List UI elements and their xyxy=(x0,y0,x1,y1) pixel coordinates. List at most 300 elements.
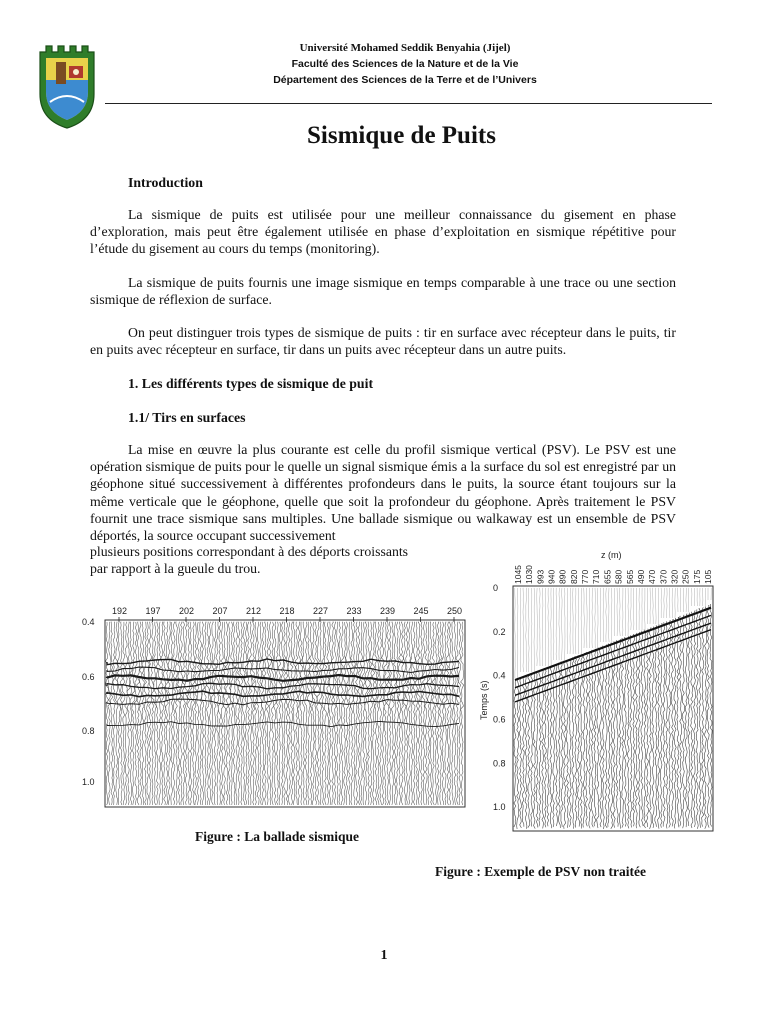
seismic-trace xyxy=(149,622,152,805)
seismic-trace xyxy=(274,622,276,805)
psv-trace xyxy=(674,618,676,828)
trace-number-label: 227 xyxy=(313,606,329,616)
psv-time-label: 1.0 xyxy=(493,802,506,813)
psv-trace xyxy=(655,626,657,827)
psv-time-label: 0.8 xyxy=(493,758,506,769)
seismic-trace xyxy=(247,622,250,805)
seismic-trace xyxy=(317,622,320,805)
first-arrival-wavefront xyxy=(515,608,711,680)
seismic-trace xyxy=(271,622,274,805)
seismic-trace xyxy=(281,622,284,805)
psv-quiet-trace xyxy=(592,588,593,648)
seismic-trace xyxy=(427,622,430,805)
psv-quiet-trace xyxy=(565,588,566,660)
seismic-trace xyxy=(379,622,382,805)
seismic-trace xyxy=(266,622,269,805)
seismic-trace xyxy=(406,622,409,805)
intro-paragraph-3-text: On peut distinguer trois types de sismique de puits : tir en surface avec récepteur dans le puits, tir en puits avec récepteur en surface, tir dans un puits avec récepteur dans un autre puits. xyxy=(90,325,676,358)
seismic-trace xyxy=(144,622,147,805)
seismic-trace xyxy=(228,622,231,805)
seismic-trace xyxy=(437,622,440,805)
psv-quiet-trace xyxy=(614,588,615,636)
psv-quiet-trace xyxy=(653,588,654,624)
psv-trace xyxy=(605,645,607,828)
seismic-trace xyxy=(452,622,455,805)
seismic-trace xyxy=(312,622,315,805)
psv-trace xyxy=(710,605,712,827)
section-1-1-paragraph xyxy=(90,441,676,544)
seismic-trace xyxy=(458,622,461,805)
seismic-trace xyxy=(259,622,262,805)
psv-quiet-trace xyxy=(620,588,621,636)
depth-label: 770 xyxy=(580,569,591,584)
seismic-trace xyxy=(432,622,435,805)
psv-trace xyxy=(558,663,560,828)
seismic-trace xyxy=(293,622,296,805)
trace-number-label: 192 xyxy=(112,606,128,616)
psv-quiet-trace xyxy=(556,588,557,660)
seismic-trace xyxy=(187,622,190,805)
psv-trace xyxy=(575,657,577,828)
seismic-trace xyxy=(117,622,120,805)
depth-label: 580 xyxy=(613,569,624,584)
seismic-trace xyxy=(197,622,200,805)
psv-trace xyxy=(666,622,668,829)
psv-trace xyxy=(699,609,701,828)
psv-trace xyxy=(547,667,549,826)
seismic-trace xyxy=(442,622,445,805)
trace-number-label: 202 xyxy=(179,606,195,616)
seismic-trace xyxy=(410,622,412,805)
psv-quiet-trace xyxy=(534,588,535,672)
time-label: 1.0 xyxy=(82,777,95,787)
seismic-trace xyxy=(137,622,140,805)
faculty-name: Faculté des Sciences de la Nature et de la Vie xyxy=(291,58,519,70)
seismic-trace xyxy=(218,622,221,805)
trace-number-label: 207 xyxy=(212,606,228,616)
intro-paragraph-1 xyxy=(90,206,676,258)
psv-quiet-trace xyxy=(686,588,687,612)
seismic-trace xyxy=(302,622,305,805)
seismic-trace xyxy=(418,622,421,805)
seismic-trace xyxy=(154,622,157,805)
psv-trace xyxy=(624,638,626,827)
psv-quiet-trace xyxy=(667,588,668,618)
psv-trace xyxy=(622,639,624,828)
trace-number-label: 245 xyxy=(413,606,429,616)
seismic-trace xyxy=(422,622,425,805)
psv-quiet-trace xyxy=(600,588,601,642)
trace-number-label: 212 xyxy=(246,606,262,616)
seismic-trace xyxy=(276,622,278,805)
psv-quiet-trace xyxy=(551,588,552,666)
seismic-trace xyxy=(384,622,387,805)
seismic-trace xyxy=(425,622,428,805)
psv-trace xyxy=(564,661,566,829)
seismic-trace xyxy=(125,622,128,805)
psv-time-label: 0 xyxy=(493,583,499,593)
psv-quiet-trace xyxy=(598,588,599,648)
seismic-trace xyxy=(327,622,330,805)
depth-label: 1045 xyxy=(513,565,523,584)
trace-number-label: 250 xyxy=(447,606,463,616)
psv-quiet-trace xyxy=(545,588,546,666)
seismic-trace xyxy=(202,622,205,805)
psv-trace xyxy=(555,664,557,826)
seismic-trace xyxy=(204,622,207,805)
depth-label: 175 xyxy=(691,569,702,584)
seismic-trace xyxy=(212,622,215,805)
seismic-trace xyxy=(348,622,351,805)
seismic-trace xyxy=(192,622,195,805)
section-1-1-paragraph-tail-2: par rapport à la gueule du trou. xyxy=(90,561,261,576)
psv-quiet-trace xyxy=(606,588,607,642)
psv-trace xyxy=(586,652,588,826)
psv-trace xyxy=(649,628,651,829)
depth-label: 890 xyxy=(557,569,568,584)
psv-trace xyxy=(652,627,654,828)
seismic-trace xyxy=(122,622,125,805)
psv-trace xyxy=(578,656,580,827)
psv-trace xyxy=(589,651,591,828)
intro-paragraph-2-text: La sismique de puits fournis une image sismique en temps comparable à une trace ou une section sismique de réflexion de surface. xyxy=(90,275,676,308)
psv-trace xyxy=(680,616,682,826)
psv-quiet-trace xyxy=(622,588,623,636)
psv-trace xyxy=(669,621,671,828)
page-title: Sismique de Puits xyxy=(307,122,496,149)
intro-paragraph-1-text: La sismique de puits est utilisée pour une meilleur connaissance du gisement en phase d’exploration, mais peut être également utilisée en phase d’exploitation en sismique répétitive pour l’étude du gisement au cours du temps (monitoring). xyxy=(90,207,676,257)
seismic-trace xyxy=(230,622,233,805)
seismic-trace xyxy=(322,622,325,805)
psv-trace xyxy=(688,613,690,826)
seismic-trace xyxy=(290,622,293,805)
seismic-trace xyxy=(358,622,361,805)
seismic-trace xyxy=(261,622,264,805)
seismic-trace xyxy=(151,622,154,805)
seismic-trace xyxy=(113,622,116,805)
seismic-trace xyxy=(331,622,334,805)
seismic-trace xyxy=(398,622,401,805)
psv-quiet-trace xyxy=(526,588,527,672)
time-label: 0.4 xyxy=(82,617,95,627)
psv-trace xyxy=(660,624,662,828)
seismic-trace xyxy=(336,622,339,805)
seismic-trace xyxy=(338,622,341,805)
psv-trace xyxy=(702,608,704,827)
psv-quiet-trace xyxy=(589,588,590,648)
university-logo xyxy=(36,42,98,130)
seismic-trace xyxy=(180,622,183,805)
seismic-trace xyxy=(295,622,298,805)
psv-trace xyxy=(704,607,706,829)
seismic-trace xyxy=(298,622,301,805)
seismic-trace xyxy=(444,622,447,805)
seismic-trace xyxy=(413,622,416,805)
psv-figure-caption: Figure : Exemple de PSV non traitée xyxy=(435,864,646,879)
introduction-heading: Introduction xyxy=(128,175,203,190)
time-label: 0.8 xyxy=(82,726,95,736)
seismic-trace xyxy=(199,622,202,805)
psv-quiet-trace xyxy=(548,588,549,666)
seismic-trace xyxy=(408,622,411,805)
seismic-trace xyxy=(319,622,322,805)
psv-trace xyxy=(580,655,582,829)
psv-trace xyxy=(677,617,679,827)
seismic-trace xyxy=(456,622,459,805)
psv-quiet-trace xyxy=(531,588,532,672)
seismic-trace xyxy=(446,622,449,805)
psv-trace xyxy=(691,612,693,828)
seismic-trace xyxy=(329,622,332,805)
seismic-trace xyxy=(393,622,396,805)
seismic-trace xyxy=(346,622,349,805)
psv-trace xyxy=(693,611,695,827)
seismic-trace xyxy=(194,622,197,805)
seismic-trace xyxy=(147,622,150,805)
seismic-trace xyxy=(278,622,281,805)
psv-trace xyxy=(569,659,571,827)
university-name: Université Mohamed Seddik Benyahia (Jijel) xyxy=(299,42,511,54)
seismic-trace xyxy=(386,622,389,805)
psv-trace xyxy=(646,629,648,827)
seismic-trace xyxy=(415,622,418,805)
seismic-trace xyxy=(106,622,109,805)
psv-trace xyxy=(641,631,643,826)
psv-trace xyxy=(671,619,673,826)
psv-trace xyxy=(591,650,593,827)
seismic-trace xyxy=(115,622,118,805)
psv-quiet-trace xyxy=(584,588,585,648)
psv-quiet-trace xyxy=(661,588,662,618)
seismic-trace xyxy=(163,622,166,805)
psv-trace xyxy=(544,668,546,827)
seismic-trace xyxy=(132,622,135,805)
psv-quiet-trace xyxy=(595,588,596,648)
section-1-1-paragraph-tail-1: plusieurs positions correspondant à des déports croissants xyxy=(90,544,409,559)
seismic-trace xyxy=(369,622,372,805)
psv-quiet-trace xyxy=(542,588,543,666)
seismic-trace xyxy=(190,622,193,805)
psv-trace xyxy=(663,623,665,827)
psv-trace xyxy=(696,610,698,829)
ballade-sismique-figure xyxy=(80,600,472,812)
seismic-trace xyxy=(420,622,422,805)
trace-number-label: 218 xyxy=(279,606,295,616)
intro-paragraph-2 xyxy=(90,274,676,308)
seismic-trace xyxy=(401,622,404,805)
seismic-trace xyxy=(353,622,356,805)
seismic-trace xyxy=(221,622,224,805)
depth-label: 370 xyxy=(658,569,669,584)
seismic-trace xyxy=(314,622,317,805)
seismic-trace xyxy=(175,622,178,805)
psv-trace xyxy=(597,648,599,828)
psv-trace xyxy=(536,672,538,828)
psv-trace xyxy=(602,646,604,829)
psv-quiet-trace xyxy=(540,588,541,666)
seismic-trace xyxy=(461,622,464,805)
psv-figure xyxy=(473,548,718,838)
psv-trace xyxy=(619,640,621,829)
seismic-trace xyxy=(158,622,161,805)
psv-quiet-trace xyxy=(672,588,673,618)
psv-quiet-trace xyxy=(609,588,610,642)
seismic-trace xyxy=(341,622,344,805)
department-name: Département des Sciences de la Terre et de l’Univers xyxy=(273,74,537,86)
seismic-trace xyxy=(233,622,236,805)
section-1-1-paragraph-text: La mise en œuvre la plus courante est celle du profil sismique vertical (PSV). Le PSV est une opération sismique de puits pour le quelle un signal sismique émis a la surface du sol est enregistré par un géophone situé successivement à différentes profondeurs dans le puits, la source étant toujours sur la même verticale que le géophone, quelle que soit la profondeur du géophone. Après traitement le PSV fournit une trace sismique sans multiples. Une ballade sismique ou walkaway est un ensemble de PSV déportés, la source occupant successivement xyxy=(90,442,676,544)
psv-quiet-trace xyxy=(631,588,632,630)
depth-label: 490 xyxy=(635,569,646,584)
time-label: 0.6 xyxy=(82,672,95,682)
seismic-trace xyxy=(360,622,363,805)
seismic-trace xyxy=(108,622,111,805)
depth-label: 105 xyxy=(703,569,713,584)
psv-quiet-trace xyxy=(529,588,530,672)
seismic-trace xyxy=(324,622,327,805)
first-arrival-wavefront xyxy=(515,623,711,695)
psv-quiet-trace xyxy=(553,588,554,660)
page-number: 1 xyxy=(380,948,388,963)
seismic-trace xyxy=(250,622,253,805)
trace-number-label: 233 xyxy=(346,606,362,616)
trace-number-label: 239 xyxy=(380,606,396,616)
psv-trace xyxy=(633,634,635,826)
psv-depth-axis-title: z (m) xyxy=(601,550,622,560)
psv-trace xyxy=(682,615,684,828)
seismic-trace xyxy=(365,622,368,805)
seismic-trace xyxy=(130,622,133,805)
seismic-trace xyxy=(127,622,130,805)
seismic-trace xyxy=(307,622,310,805)
seismic-trace xyxy=(403,622,406,805)
seismic-trace xyxy=(389,622,392,805)
seismic-trace xyxy=(223,622,226,805)
seismic-trace xyxy=(134,622,137,805)
seismic-trace xyxy=(182,622,185,805)
psv-quiet-trace xyxy=(537,588,538,666)
seismic-trace xyxy=(161,622,164,805)
psv-trace xyxy=(572,658,574,829)
seismic-trace xyxy=(142,622,145,805)
depth-label: 1030 xyxy=(524,565,535,584)
psv-trace xyxy=(566,660,568,828)
first-arrival-wavefront xyxy=(515,630,711,702)
section-1-heading: 1. Les différents types de sismique de puit xyxy=(128,376,374,391)
psv-quiet-trace xyxy=(669,588,670,618)
seismic-trace xyxy=(288,622,291,805)
section-1-1-heading: 1.1/ Tirs en surfaces xyxy=(128,410,246,425)
seismic-trace xyxy=(454,622,457,805)
seismic-trace xyxy=(216,622,219,805)
seismic-trace xyxy=(439,622,442,805)
psv-quiet-trace xyxy=(520,588,521,672)
psv-quiet-trace xyxy=(559,588,560,660)
seismic-trace xyxy=(355,622,358,805)
psv-trace xyxy=(550,666,552,828)
psv-quiet-trace xyxy=(576,588,577,654)
psv-trace xyxy=(658,625,660,829)
header-rule xyxy=(105,103,712,104)
seismic-trace xyxy=(305,622,307,805)
psv-quiet-trace xyxy=(567,588,568,654)
psv-trace xyxy=(613,642,615,828)
psv-quiet-trace xyxy=(587,588,588,648)
seismic-trace xyxy=(238,622,241,805)
psv-quiet-trace xyxy=(611,588,612,642)
psv-trace xyxy=(635,633,637,828)
seismic-trace xyxy=(334,622,337,805)
depth-label: 470 xyxy=(647,569,658,584)
intro-paragraph-3 xyxy=(90,324,676,358)
seismic-trace xyxy=(165,622,168,805)
seismic-trace xyxy=(257,622,260,805)
seismic-trace xyxy=(377,622,380,805)
depth-label: 655 xyxy=(602,569,613,584)
seismic-trace xyxy=(430,622,433,805)
psv-trace xyxy=(685,614,687,827)
seismic-trace xyxy=(375,622,378,805)
seismic-trace xyxy=(372,622,375,805)
psv-trace xyxy=(616,641,618,827)
psv-trace xyxy=(707,606,709,828)
psv-trace xyxy=(627,636,629,828)
seismic-trace xyxy=(168,622,171,805)
psv-time-axis-title: Temps (s) xyxy=(479,680,489,720)
psv-quiet-trace xyxy=(656,588,657,624)
psv-quiet-trace xyxy=(691,588,692,606)
seismic-trace xyxy=(362,622,365,805)
seismic-trace xyxy=(449,622,452,805)
depth-label: 940 xyxy=(546,569,557,584)
seismic-trace xyxy=(283,622,286,805)
psv-trace xyxy=(630,635,632,827)
seismic-trace xyxy=(245,622,248,805)
seismic-trace xyxy=(139,622,142,805)
seismic-trace xyxy=(156,622,159,805)
seismic-trace xyxy=(391,622,394,805)
psv-trace xyxy=(644,630,646,828)
psv-trace xyxy=(600,647,602,827)
psv-trace xyxy=(542,669,544,828)
seismic-trace xyxy=(235,622,238,805)
seismic-trace xyxy=(242,622,245,805)
seismic-trace xyxy=(240,622,243,805)
psv-time-label: 0.6 xyxy=(493,714,506,725)
psv-quiet-trace xyxy=(523,588,524,672)
psv-quiet-trace xyxy=(664,588,665,618)
psv-trace xyxy=(533,673,535,829)
ballade-figure-caption: Figure : La ballade sismique xyxy=(195,829,360,844)
psv-trace xyxy=(608,644,610,827)
psv-time-label: 0.2 xyxy=(493,626,506,637)
depth-label: 320 xyxy=(669,569,680,584)
depth-label: 565 xyxy=(624,569,635,584)
seismic-trace xyxy=(396,622,399,805)
reflector-line xyxy=(107,721,459,726)
psv-trace xyxy=(561,662,563,827)
depth-label: 820 xyxy=(568,569,579,584)
psv-traces xyxy=(514,588,712,829)
psv-quiet-trace xyxy=(562,588,563,660)
seismic-trace xyxy=(254,622,257,805)
first-arrival-wavefront xyxy=(515,615,711,687)
seismic-trace xyxy=(435,622,438,805)
psv-time-label: 0.4 xyxy=(493,670,506,681)
depth-label: 993 xyxy=(535,569,546,584)
seismic-trace xyxy=(173,622,176,805)
seismic-trace xyxy=(286,622,289,805)
